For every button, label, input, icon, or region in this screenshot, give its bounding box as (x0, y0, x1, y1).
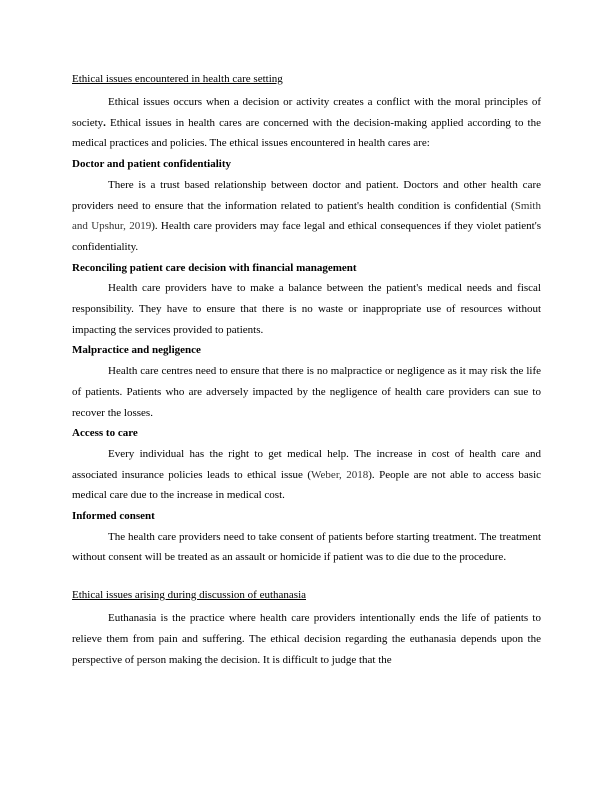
confidentiality-text-a: There is a trust based relationship between doctor and patient. Doctors and other health care providers need to ensure that the information related to patient's health condition is confidential ( (72, 178, 541, 212)
paragraph-financial: Health care providers have to make a balance between the patient's medical needs and fiscal responsibility. They have to ensure that there is no waste or inappropriate use of resources without impacting the services provided to patients. (72, 282, 541, 336)
subheading-access: Access to care (72, 427, 138, 440)
subheading-consent: Informed consent (72, 510, 155, 523)
paragraph-consent: The health care providers need to take consent of patients before starting treatment. The treatment without consent will be treated as an assault or homicide if patient was to die due to the procedure. (72, 530, 541, 564)
citation: Weber, 2018 (311, 468, 369, 481)
subheading-financial: Reconciling patient care decision with financial management (72, 261, 357, 274)
paragraph-access (72, 444, 541, 506)
access-text-b: ). People are not able to access basic medical care due to the increase in medical cost. (72, 468, 542, 502)
section-title: Ethical issues encountered in health care setting (72, 73, 283, 85)
paragraph-malpractice: Health care centres need to ensure that there is no malpractice or negligence as it may risk the life of patients. Patients who are adversely impacted by the negligence of health care providers can sue to recover the losses. (72, 365, 541, 419)
intro-period: . (103, 116, 106, 129)
intro-paragraph (72, 92, 541, 154)
subheading-confidentiality: Doctor and patient confidentiality (72, 158, 231, 171)
access-text-a: Every individual has the right to get medical help. The increase in cost of health care and associated insurance policies leads to ethical issue ( (72, 447, 541, 481)
confidentiality-text-b: ). Health care providers may face legal and ethical consequences if they violet patient's confidentiality. (72, 220, 541, 253)
paragraph-euthanasia: Euthanasia is the practice where health care providers intentionally ends the life of patients to relieve them from pain and suffering. The ethical decision regarding the euthanasia depends upon the perspective of person making the decision. It is difficult to judge that the (72, 612, 541, 666)
section-spacer (72, 568, 541, 588)
paragraph-confidentiality (72, 175, 541, 258)
subheading-malpractice: Malpractice and negligence (72, 344, 201, 357)
section-title: Ethical issues arising during discussion of euthanasia (72, 589, 307, 602)
intro-text-b: Ethical issues in health cares are concerned with the decision-making applied according to the medical practices and policies. The ethical issues encountered in health cares are: (72, 116, 541, 150)
citation: Smith and Upshur, 2019 (72, 199, 541, 233)
intro-text-a: Ethical issues occurs when a decision or activity creates a conflict with the moral principles of society (72, 96, 541, 129)
